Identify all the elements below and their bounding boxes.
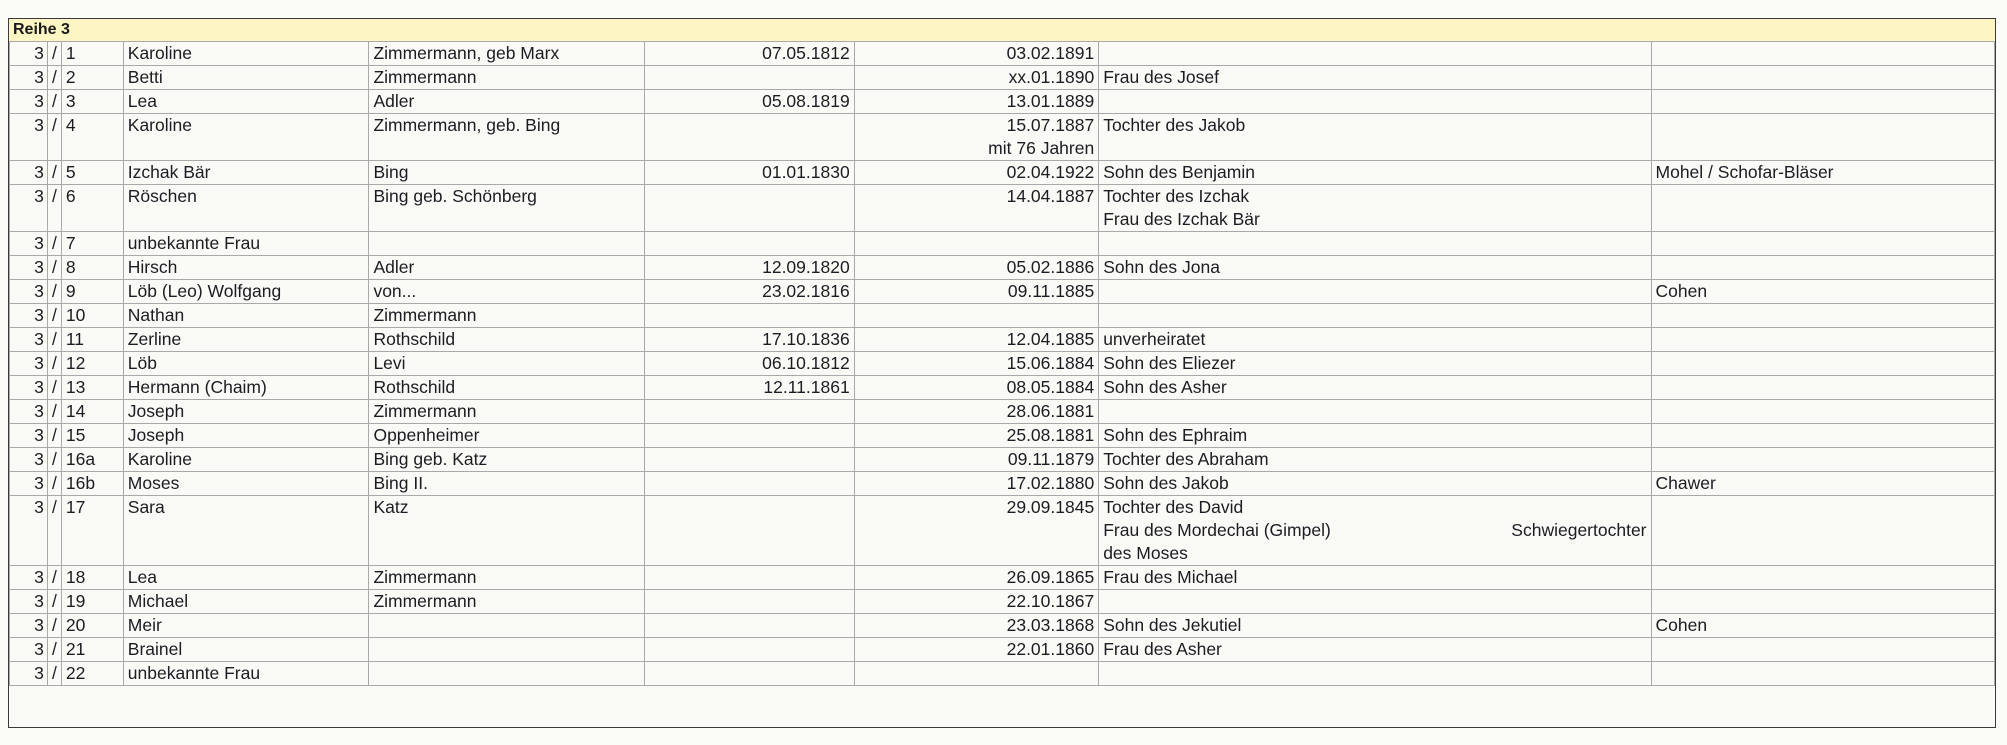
birth-date-cell	[645, 424, 855, 448]
separator-cell: /	[47, 232, 61, 256]
table-row	[10, 66, 1995, 90]
grave-number-cell: 9	[61, 280, 123, 304]
family-name-cell: Zimmermann, geb. Bing	[369, 114, 645, 161]
family-name-cell: von...	[369, 280, 645, 304]
note-cell	[1651, 496, 1994, 566]
row-number-cell: 3	[10, 114, 48, 161]
birth-date-cell: 05.08.1819	[645, 90, 855, 114]
given-name-cell: Karoline	[123, 448, 369, 472]
death-date-line: 03.02.1891	[1006, 43, 1095, 63]
birth-date-cell: 07.05.1812	[645, 42, 855, 66]
row-number-cell: 3	[10, 400, 48, 424]
family-name-cell	[369, 232, 645, 256]
grave-number-cell: 20	[61, 614, 123, 638]
remark-line-split	[1103, 519, 1646, 542]
table-row	[10, 304, 1995, 328]
birth-date-cell	[645, 114, 855, 161]
note-cell	[1651, 304, 1994, 328]
grave-number-cell: 4	[61, 114, 123, 161]
row-number-cell: 3	[10, 376, 48, 400]
remark-cell	[1099, 472, 1651, 496]
remark-line: Tochter des David	[1103, 497, 1244, 517]
row-number-cell: 3	[10, 66, 48, 90]
death-date-cell	[854, 638, 1099, 662]
note-cell	[1651, 66, 1994, 90]
birth-date-cell: 12.09.1820	[645, 256, 855, 280]
given-name-cell: Lea	[123, 90, 369, 114]
remark-cell	[1099, 614, 1651, 638]
remark-cell	[1099, 448, 1651, 472]
note-cell: Cohen	[1651, 614, 1994, 638]
separator-cell: /	[47, 614, 61, 638]
death-date-line: 09.11.1885	[1007, 281, 1095, 301]
death-date-cell	[854, 614, 1099, 638]
remark-cell	[1099, 66, 1651, 90]
given-name-cell: Löb	[123, 352, 369, 376]
death-date-line: mit 76 Jahren	[988, 138, 1095, 158]
row-number-cell: 3	[10, 185, 48, 232]
table-row	[10, 662, 1995, 686]
grave-number-cell: 17	[61, 496, 123, 566]
remark-line: Sohn des Jakob	[1103, 473, 1229, 493]
remark-cell	[1099, 256, 1651, 280]
separator-cell: /	[47, 90, 61, 114]
given-name-cell: Brainel	[123, 638, 369, 662]
death-date-cell	[854, 400, 1099, 424]
birth-date-cell	[645, 662, 855, 686]
family-name-cell: Zimmermann, geb Marx	[369, 42, 645, 66]
note-cell	[1651, 590, 1994, 614]
note-cell	[1651, 376, 1994, 400]
row-number-cell: 3	[10, 161, 48, 185]
death-date-line: 02.04.1922	[1006, 162, 1095, 182]
separator-cell: /	[47, 114, 61, 161]
family-name-cell: Bing geb. Katz	[369, 448, 645, 472]
note-cell	[1651, 42, 1994, 66]
family-name-cell: Rothschild	[369, 376, 645, 400]
remark-line: Frau des Mordechai (Gimpel)	[1103, 520, 1331, 540]
grave-number-cell: 10	[61, 304, 123, 328]
table-row	[10, 566, 1995, 590]
grave-number-cell: 16a	[61, 448, 123, 472]
row-number-cell: 3	[10, 280, 48, 304]
family-name-cell: Oppenheimer	[369, 424, 645, 448]
grave-number-cell: 12	[61, 352, 123, 376]
death-date-line: 15.07.1887	[1006, 115, 1095, 135]
remark-cell	[1099, 662, 1651, 686]
grave-number-cell: 21	[61, 638, 123, 662]
birth-date-cell	[645, 614, 855, 638]
note-cell	[1651, 352, 1994, 376]
remark-line: Frau des Izchak Bär	[1103, 209, 1260, 229]
family-name-cell: Bing II.	[369, 472, 645, 496]
table-row	[10, 161, 1995, 185]
remark-cell	[1099, 161, 1651, 185]
note-cell	[1651, 90, 1994, 114]
family-name-cell: Bing geb. Schönberg	[369, 185, 645, 232]
death-date-cell	[854, 232, 1099, 256]
row-number-cell: 3	[10, 256, 48, 280]
death-date-cell	[854, 496, 1099, 566]
death-date-line: 28.06.1881	[1006, 401, 1095, 421]
death-date-line: 09.11.1879	[1007, 449, 1095, 469]
note-cell	[1651, 256, 1994, 280]
family-name-cell	[369, 614, 645, 638]
row-number-cell: 3	[10, 448, 48, 472]
death-date-line: 14.04.1887	[1006, 186, 1095, 206]
given-name-cell: unbekannte Frau	[123, 662, 369, 686]
death-date-line	[859, 232, 1095, 255]
given-name-cell: Nathan	[123, 304, 369, 328]
given-name-cell: Betti	[123, 66, 369, 90]
death-date-cell	[854, 42, 1099, 66]
remark-line: Sohn des Jekutiel	[1103, 615, 1242, 635]
note-cell: Mohel / Schofar-Bläser	[1651, 161, 1994, 185]
death-date-line: 12.04.1885	[1006, 329, 1095, 349]
family-name-cell: Zimmermann	[369, 66, 645, 90]
given-name-cell: Izchak Bär	[123, 161, 369, 185]
grave-number-cell: 19	[61, 590, 123, 614]
row-number-cell: 3	[10, 328, 48, 352]
note-cell	[1651, 114, 1994, 161]
separator-cell: /	[47, 280, 61, 304]
remark-cell	[1099, 496, 1651, 566]
row-number-cell: 3	[10, 472, 48, 496]
table-row	[10, 280, 1995, 304]
note-cell	[1651, 185, 1994, 232]
remark-cell	[1099, 352, 1651, 376]
family-name-cell: Katz	[369, 496, 645, 566]
separator-cell: /	[47, 590, 61, 614]
family-name-cell: Adler	[369, 90, 645, 114]
table-row	[10, 90, 1995, 114]
remark-line: Frau des Michael	[1103, 567, 1238, 587]
separator-cell: /	[47, 376, 61, 400]
grave-number-cell: 16b	[61, 472, 123, 496]
table-row	[10, 424, 1995, 448]
remark-cell	[1099, 280, 1651, 304]
death-date-cell	[854, 66, 1099, 90]
death-date-line	[859, 662, 1095, 685]
table-row	[10, 114, 1995, 161]
separator-cell: /	[47, 424, 61, 448]
death-date-cell	[854, 590, 1099, 614]
death-date-cell	[854, 114, 1099, 161]
table-row	[10, 328, 1995, 352]
remark-right-text: Schwiegertochter	[1511, 520, 1647, 540]
separator-cell: /	[47, 161, 61, 185]
given-name-cell: Michael	[123, 590, 369, 614]
grave-number-cell: 18	[61, 566, 123, 590]
remark-cell	[1099, 42, 1651, 66]
burial-register-table	[9, 41, 1995, 686]
section-header	[9, 19, 1995, 42]
birth-date-cell	[645, 185, 855, 232]
death-date-cell	[854, 304, 1099, 328]
remark-cell	[1099, 232, 1651, 256]
death-date-line: 29.09.1845	[1006, 497, 1095, 517]
death-date-cell	[854, 662, 1099, 686]
family-name-cell: Rothschild	[369, 328, 645, 352]
remark-line: Sohn des Jona	[1103, 257, 1220, 277]
remark-line: Frau des Asher	[1103, 639, 1222, 659]
remark-cell	[1099, 638, 1651, 662]
birth-date-cell	[645, 638, 855, 662]
separator-cell: /	[47, 185, 61, 232]
row-number-cell: 3	[10, 662, 48, 686]
birth-date-cell: 17.10.1836	[645, 328, 855, 352]
note-cell	[1651, 662, 1994, 686]
death-date-line: 08.05.1884	[1006, 377, 1095, 397]
grave-number-cell: 5	[61, 161, 123, 185]
section-title: Reihe 3	[13, 21, 70, 38]
table-row	[10, 185, 1995, 232]
family-name-cell: Adler	[369, 256, 645, 280]
row-number-cell: 3	[10, 352, 48, 376]
grave-number-cell: 13	[61, 376, 123, 400]
given-name-cell: Lea	[123, 566, 369, 590]
family-name-cell: Bing	[369, 161, 645, 185]
birth-date-cell: 01.01.1830	[645, 161, 855, 185]
row-number-cell: 3	[10, 614, 48, 638]
remark-cell	[1099, 90, 1651, 114]
birth-date-cell	[645, 232, 855, 256]
given-name-cell: Löb (Leo) Wolfgang	[123, 280, 369, 304]
separator-cell: /	[47, 328, 61, 352]
death-date-cell	[854, 328, 1099, 352]
death-date-cell	[854, 424, 1099, 448]
given-name-cell: Sara	[123, 496, 369, 566]
table-row	[10, 638, 1995, 662]
separator-cell: /	[47, 448, 61, 472]
note-cell: Cohen	[1651, 280, 1994, 304]
remark-line: Tochter des Jakob	[1103, 115, 1246, 135]
remark-line: Sohn des Eliezer	[1103, 353, 1236, 373]
separator-cell: /	[47, 472, 61, 496]
given-name-cell: Hermann (Chaim)	[123, 376, 369, 400]
grave-number-cell: 15	[61, 424, 123, 448]
death-date-cell	[854, 352, 1099, 376]
death-date-line: 22.01.1860	[1006, 639, 1095, 659]
remark-line: des Moses	[1103, 543, 1188, 563]
separator-cell: /	[47, 662, 61, 686]
table-row	[10, 590, 1995, 614]
death-date-cell	[854, 448, 1099, 472]
given-name-cell: Karoline	[123, 114, 369, 161]
remark-cell	[1099, 376, 1651, 400]
note-cell	[1651, 400, 1994, 424]
table-row	[10, 42, 1995, 66]
table-row	[10, 232, 1995, 256]
remark-cell	[1099, 114, 1651, 161]
family-name-cell: Zimmermann	[369, 566, 645, 590]
grave-number-cell: 8	[61, 256, 123, 280]
note-cell	[1651, 448, 1994, 472]
note-cell	[1651, 424, 1994, 448]
given-name-cell: Karoline	[123, 42, 369, 66]
remark-cell	[1099, 424, 1651, 448]
remark-cell	[1099, 304, 1651, 328]
note-cell	[1651, 638, 1994, 662]
birth-date-cell	[645, 566, 855, 590]
table-row	[10, 352, 1995, 376]
note-cell	[1651, 566, 1994, 590]
given-name-cell: Moses	[123, 472, 369, 496]
death-date-line: 15.06.1884	[1006, 353, 1095, 373]
grave-number-cell: 22	[61, 662, 123, 686]
given-name-cell: Zerline	[123, 328, 369, 352]
death-date-line: 22.10.1867	[1006, 591, 1095, 611]
death-date-cell	[854, 185, 1099, 232]
row-number-cell: 3	[10, 590, 48, 614]
separator-cell: /	[47, 66, 61, 90]
death-date-cell	[854, 376, 1099, 400]
family-name-cell	[369, 638, 645, 662]
grave-number-cell: 6	[61, 185, 123, 232]
remark-cell	[1099, 400, 1651, 424]
grave-number-cell: 2	[61, 66, 123, 90]
death-date-line: 13.01.1889	[1006, 91, 1095, 111]
separator-cell: /	[47, 638, 61, 662]
given-name-cell: Röschen	[123, 185, 369, 232]
remark-cell	[1099, 185, 1651, 232]
table-row	[10, 472, 1995, 496]
table-row	[10, 448, 1995, 472]
separator-cell: /	[47, 496, 61, 566]
birth-date-cell	[645, 400, 855, 424]
table-row	[10, 496, 1995, 566]
death-date-line	[859, 304, 1095, 327]
remark-line: Sohn des Ephraim	[1103, 425, 1248, 445]
given-name-cell: Joseph	[123, 400, 369, 424]
grave-number-cell: 14	[61, 400, 123, 424]
row-number-cell: 3	[10, 90, 48, 114]
separator-cell: /	[47, 400, 61, 424]
given-name-cell: Joseph	[123, 424, 369, 448]
given-name-cell: Meir	[123, 614, 369, 638]
death-date-line: 25.08.1881	[1006, 425, 1095, 445]
separator-cell: /	[47, 256, 61, 280]
given-name-cell: unbekannte Frau	[123, 232, 369, 256]
remark-cell	[1099, 566, 1651, 590]
death-date-cell	[854, 472, 1099, 496]
given-name-cell: Hirsch	[123, 256, 369, 280]
separator-cell: /	[47, 566, 61, 590]
remark-line: Tochter des Abraham	[1103, 449, 1269, 469]
row-number-cell: 3	[10, 496, 48, 566]
death-date-line: 23.03.1868	[1006, 615, 1095, 635]
grave-number-cell: 3	[61, 90, 123, 114]
birth-date-cell	[645, 304, 855, 328]
row-number-cell: 3	[10, 304, 48, 328]
birth-date-cell	[645, 472, 855, 496]
remark-line: Frau des Josef	[1103, 67, 1219, 87]
table-row	[10, 614, 1995, 638]
separator-cell: /	[47, 304, 61, 328]
death-date-line: 05.02.1886	[1006, 257, 1095, 277]
death-date-cell	[854, 256, 1099, 280]
row-number-cell: 3	[10, 566, 48, 590]
family-name-cell: Zimmermann	[369, 304, 645, 328]
birth-date-cell: 12.11.1861	[645, 376, 855, 400]
note-cell	[1651, 232, 1994, 256]
separator-cell: /	[47, 42, 61, 66]
grave-number-cell: 11	[61, 328, 123, 352]
birth-date-cell	[645, 590, 855, 614]
table-row	[10, 256, 1995, 280]
family-name-cell	[369, 662, 645, 686]
table-row	[10, 400, 1995, 424]
birth-date-cell	[645, 66, 855, 90]
death-date-cell	[854, 161, 1099, 185]
death-date-cell	[854, 566, 1099, 590]
family-name-cell: Zimmermann	[369, 400, 645, 424]
grave-number-cell: 1	[61, 42, 123, 66]
birth-date-cell: 06.10.1812	[645, 352, 855, 376]
row-number-cell: 3	[10, 638, 48, 662]
remark-cell	[1099, 590, 1651, 614]
grave-number-cell: 7	[61, 232, 123, 256]
death-date-line: 17.02.1880	[1006, 473, 1095, 493]
remark-line: Sohn des Benjamin	[1103, 162, 1255, 182]
birth-date-cell	[645, 496, 855, 566]
remark-line: unverheiratet	[1103, 329, 1206, 349]
family-name-cell: Zimmermann	[369, 590, 645, 614]
remark-line: Tochter des Izchak	[1103, 186, 1250, 206]
row-number-cell: 3	[10, 232, 48, 256]
remark-line: Sohn des Asher	[1103, 377, 1227, 397]
note-cell	[1651, 328, 1994, 352]
death-date-line: xx.01.1890	[1008, 67, 1095, 87]
death-date-cell	[854, 280, 1099, 304]
row-number-cell: 3	[10, 42, 48, 66]
burial-register-sheet	[8, 18, 1996, 728]
note-cell: Chawer	[1651, 472, 1994, 496]
birth-date-cell: 23.02.1816	[645, 280, 855, 304]
death-date-line: 26.09.1865	[1006, 567, 1095, 587]
row-number-cell: 3	[10, 424, 48, 448]
table-row	[10, 376, 1995, 400]
birth-date-cell	[645, 448, 855, 472]
separator-cell: /	[47, 352, 61, 376]
remark-cell	[1099, 328, 1651, 352]
death-date-cell	[854, 90, 1099, 114]
family-name-cell: Levi	[369, 352, 645, 376]
